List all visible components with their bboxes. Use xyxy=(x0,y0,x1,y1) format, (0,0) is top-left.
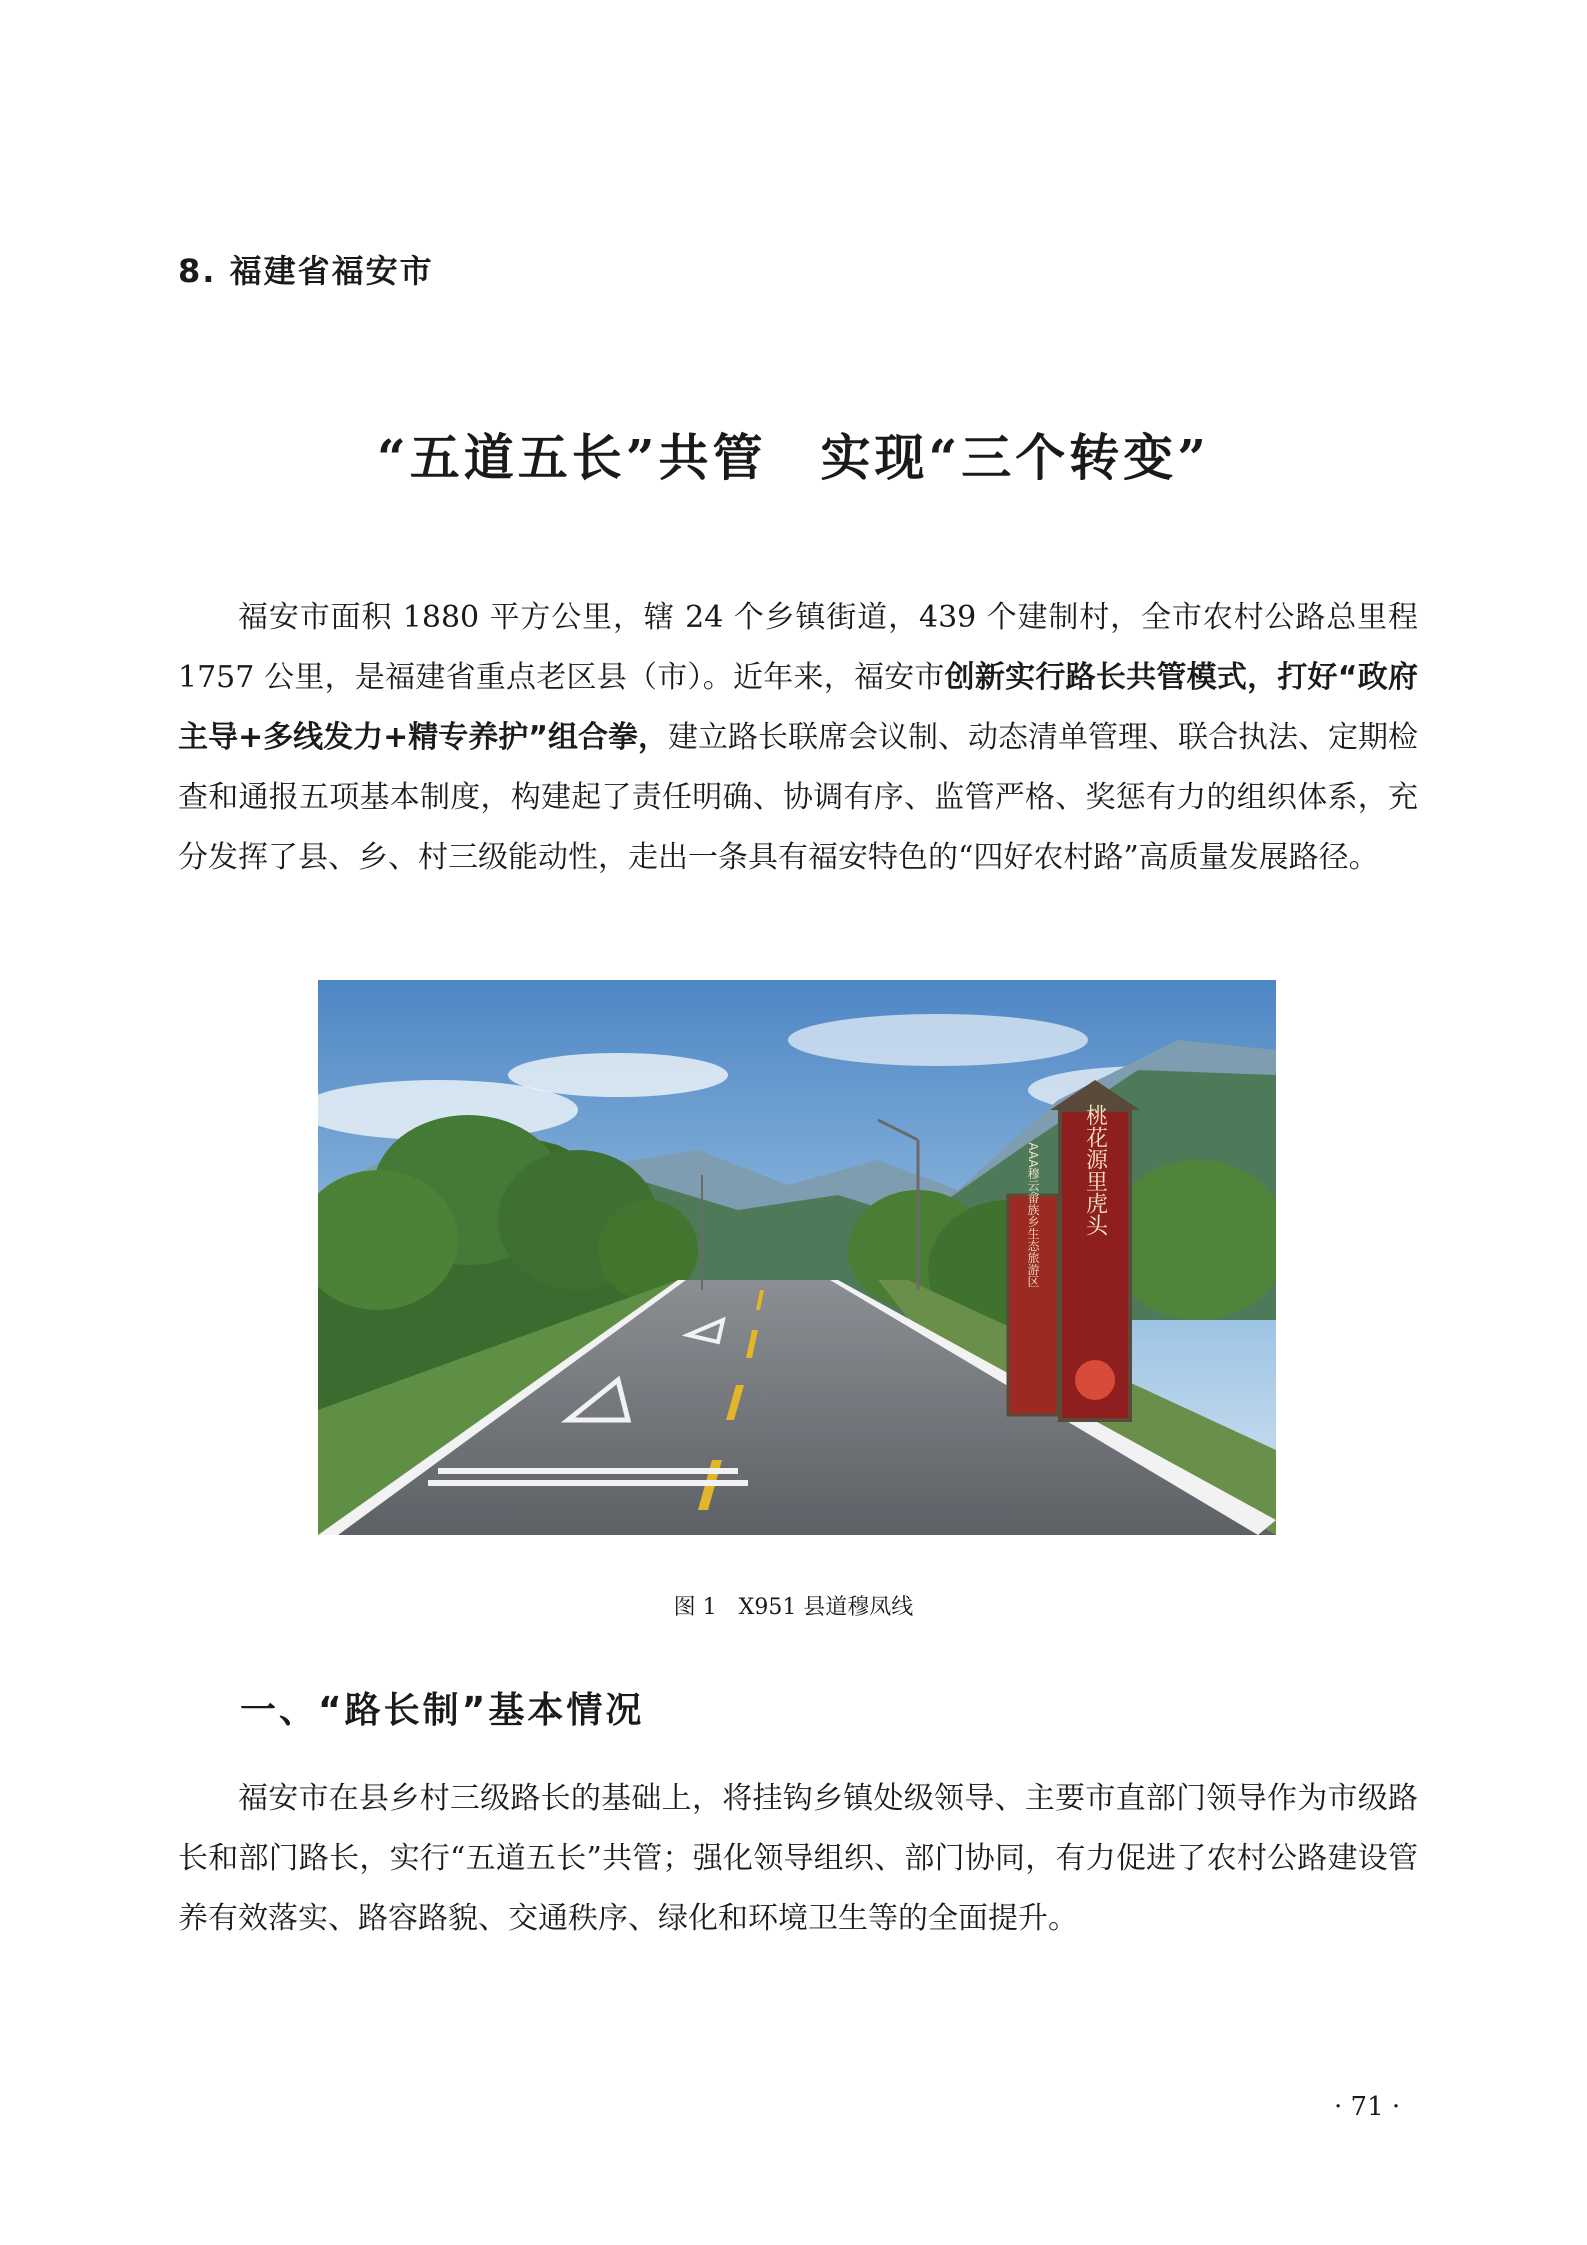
intro-text-part1: 福安市面积 1880 平方公里，辖 24 个乡镇街道，439 个建制村，全市农村公路总里程 1757 公里，是福建省重点老区县（市）。近年来，福安市 xyxy=(178,600,1418,695)
section-label: 8. 福建省福安市 xyxy=(178,252,434,290)
road-photo xyxy=(318,980,1276,1535)
intro-paragraph xyxy=(178,588,1418,888)
section1-paragraph: 福安市在县乡村三级路长的基础上，将挂钩乡镇处级领导、主要市直部门领导作为市级路长和部门路长，实行“五道五长”共管；强化领导组织、部门协同，有力促进了农村公路建设管养有效落实、路容路貌、交通秩序、绿化和环境卫生等的全面提升。 xyxy=(178,1781,1418,1936)
figure-caption: 图 1 X951 县道穆凤线 xyxy=(673,1595,914,1620)
intro-text-part2: 建立路长联席会议制、动态清单管理、联合执法、定期检查和通报五项基本制度，构建起了责任明确、协调有序、监管严格、奖惩有力的组织体系，充分发挥了县、乡、村三级能动性，走出一条具有福安特色的“四好农村路”高质量发展路径。 xyxy=(178,720,1418,875)
intro-emphasis: 创新实行路长共管模式，打好“政府主导+多线发力+精专养护”组合拳， xyxy=(178,660,1419,755)
sign-text-right: 桃花源里虎头 xyxy=(1082,1104,1108,1236)
page-title: “五道五长”共管 实现“三个转变” xyxy=(376,428,1211,487)
page-number: · 71 · xyxy=(1334,2092,1401,2122)
figure-road-photo xyxy=(318,980,1276,1535)
section-heading: 一、“路长制”基本情况 xyxy=(240,1690,645,1731)
sign-text-left: AAA穆云畲族乡生态旅游区 xyxy=(1026,1142,1040,1288)
